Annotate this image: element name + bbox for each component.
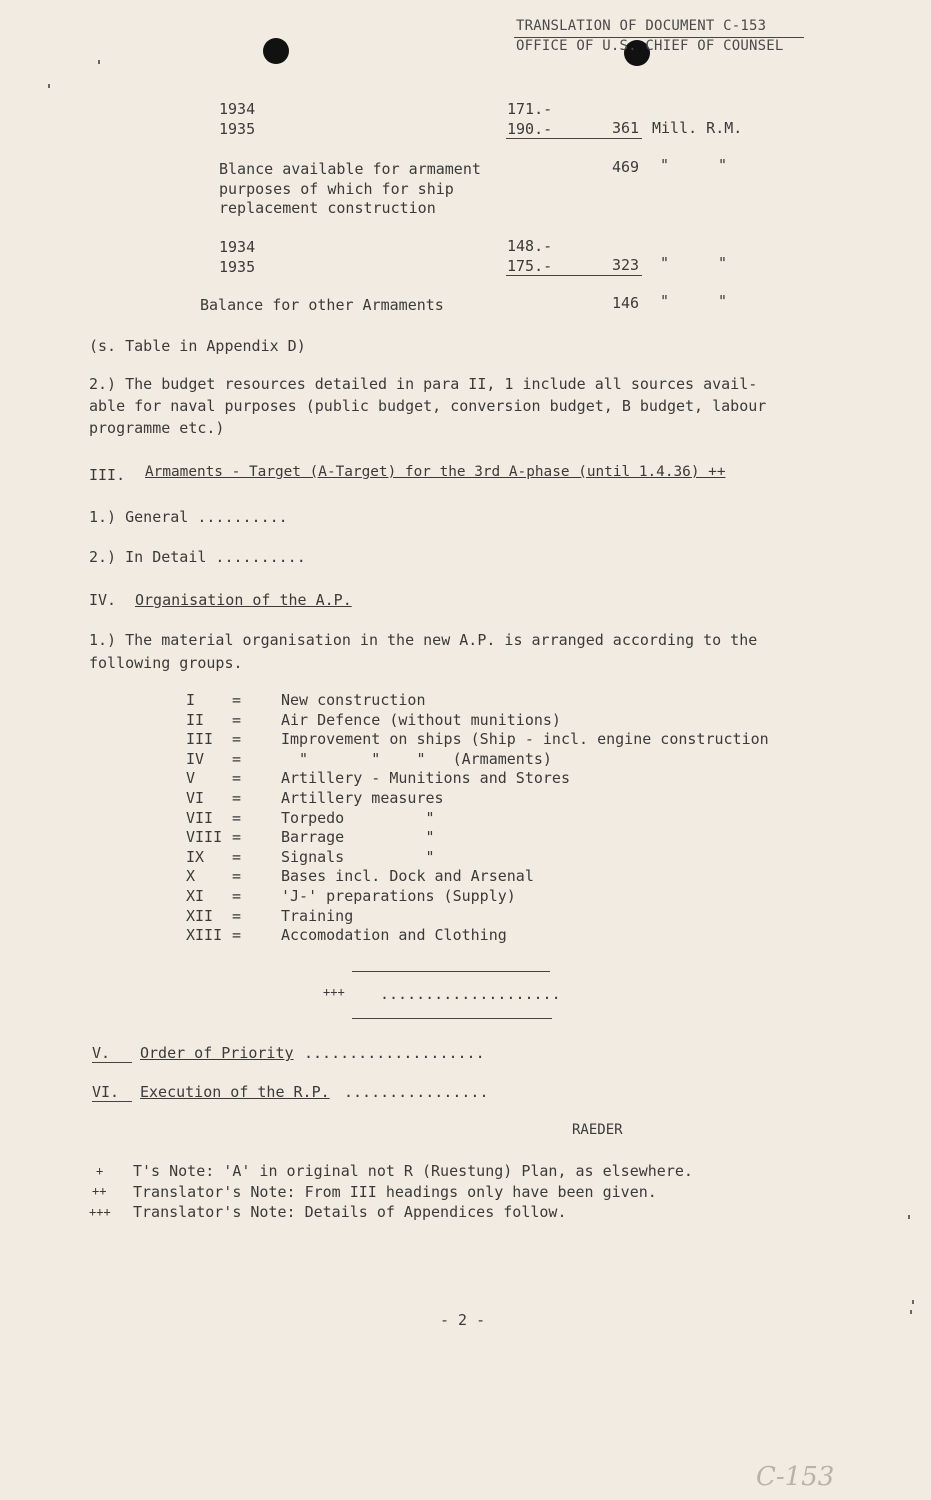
budget2-year-1935: 1935 xyxy=(219,258,256,276)
appendix-reference: (s. Table in Appendix D) xyxy=(89,337,306,355)
budget-total-2: 323 xyxy=(612,256,640,274)
section3-title: Armaments - Target (A-Target) for the 3rd A-phase (until 1.4.36) ++ xyxy=(145,464,726,480)
header-line-2: OFFICE OF U.S. CHIEF OF COUNSEL xyxy=(516,38,784,54)
group-number: XI xyxy=(186,887,205,905)
group-description: Training xyxy=(281,907,354,925)
group-equals: = xyxy=(232,750,242,768)
group-equals: = xyxy=(232,691,242,709)
balance-value: 469 xyxy=(612,158,640,176)
group-number: XII xyxy=(186,907,214,925)
header-line-1: TRANSLATION OF DOCUMENT C-153 xyxy=(516,18,767,34)
paper-speck xyxy=(912,1300,914,1304)
group-equals: = xyxy=(232,730,242,748)
section6-number-underline xyxy=(92,1101,132,1102)
group-description: Artillery - Munitions and Stores xyxy=(281,769,570,787)
paper-speck xyxy=(48,84,50,88)
separator-rule-bottom xyxy=(352,1018,552,1019)
section3-item-general: 1.) General .......... xyxy=(89,508,288,526)
group-description: Barrage " xyxy=(281,828,435,846)
punch-hole-left xyxy=(263,38,289,64)
separator-rule-top xyxy=(352,971,550,972)
budget2-year-1934: 1934 xyxy=(219,238,256,256)
group-description: Bases incl. Dock and Arsenal xyxy=(281,867,534,885)
appendix-footnote-marker: +++ xyxy=(323,985,345,999)
section3-number: III. xyxy=(89,466,126,484)
section6-title: Execution of the R.P. xyxy=(140,1083,330,1101)
para2-line-2: able for naval purposes (public budget, conversion budget, B budget, labour xyxy=(89,397,767,415)
ditto-mark: " xyxy=(718,292,728,310)
budget-amount-1935: 190.- xyxy=(507,120,553,138)
budget-year-1934: 1934 xyxy=(219,100,256,118)
ditto-mark: " xyxy=(718,254,728,272)
group-description: " " " (Armaments) xyxy=(281,750,552,768)
handwritten-reference: C-153 xyxy=(756,1462,835,1492)
group-description: Signals " xyxy=(281,848,435,866)
section5-number: V. xyxy=(92,1044,111,1062)
group-number: IX xyxy=(186,848,205,866)
section4-intro-line-2: following groups. xyxy=(89,654,243,672)
group-number: XIII xyxy=(186,926,223,944)
footnote-3-text: Translator's Note: Details of Appendices follow. xyxy=(133,1203,567,1221)
other-armaments-value: 146 xyxy=(612,294,640,312)
footnote-2-mark: ++ xyxy=(92,1184,107,1198)
group-equals: = xyxy=(232,848,242,866)
section5-dots: .................... xyxy=(304,1044,485,1062)
group-equals: = xyxy=(232,887,242,905)
group-equals: = xyxy=(232,828,242,846)
section6-dots: ................ xyxy=(344,1083,489,1101)
para2-line-3: programme etc.) xyxy=(89,419,225,437)
paper-speck xyxy=(908,1215,910,1219)
ditto-mark: " xyxy=(660,292,670,310)
group-equals: = xyxy=(232,789,242,807)
other-armaments-label: Balance for other Armaments xyxy=(200,296,444,314)
footnote-1-mark: + xyxy=(96,1164,104,1178)
ditto-mark: " xyxy=(718,156,728,174)
group-number: VII xyxy=(186,809,214,827)
footnote-2-text: Translator's Note: From III headings only have been given. xyxy=(133,1183,657,1201)
group-equals: = xyxy=(232,769,242,787)
footnote-3-mark: +++ xyxy=(89,1205,111,1219)
group-description: Accomodation and Clothing xyxy=(281,926,507,944)
budget-year-1935: 1935 xyxy=(219,120,256,138)
group-equals: = xyxy=(232,907,242,925)
group-number: I xyxy=(186,691,196,709)
budget-unit-1: Mill. R.M. xyxy=(652,119,743,137)
group-description: Air Defence (without munitions) xyxy=(281,711,561,729)
section4-title: Organisation of the A.P. xyxy=(135,591,352,609)
balance-label-line-1: Blance available for armament xyxy=(219,160,481,178)
balance-label-line-2: purposes of which for ship xyxy=(219,180,454,198)
budget2-amount-1934: 148.- xyxy=(507,237,553,255)
section5-title: Order of Priority xyxy=(140,1044,294,1062)
group-description: 'J-' preparations (Supply) xyxy=(281,887,516,905)
sum-rule-1 xyxy=(506,138,642,139)
group-number: II xyxy=(186,711,205,729)
group-number: VIII xyxy=(186,828,223,846)
sum-rule-2 xyxy=(506,275,642,276)
section5-number-underline xyxy=(92,1062,132,1063)
section6-number: VI. xyxy=(92,1083,120,1101)
para2-line-1: 2.) The budget resources detailed in para II, 1 include all sources avail- xyxy=(89,375,758,393)
group-description: New construction xyxy=(281,691,426,709)
group-description: Improvement on ships (Ship - incl. engine construction xyxy=(281,730,769,748)
ditto-mark: " xyxy=(660,156,670,174)
budget-total-1: 361 xyxy=(612,119,640,137)
footnote-1-text: T's Note: 'A' in original not R (Ruestung) Plan, as elsewhere. xyxy=(133,1162,693,1180)
section4-number: IV. xyxy=(89,591,117,609)
group-number: VI xyxy=(186,789,205,807)
group-description: Artillery measures xyxy=(281,789,444,807)
group-equals: = xyxy=(232,867,242,885)
paper-speck xyxy=(98,60,100,64)
budget2-amount-1935: 175.- xyxy=(507,257,553,275)
group-equals: = xyxy=(232,809,242,827)
group-equals: = xyxy=(232,711,242,729)
group-number: V xyxy=(186,769,196,787)
budget-amount-1934: 171.- xyxy=(507,100,553,118)
balance-label-line-3: replacement construction xyxy=(219,199,436,217)
page-number: - 2 - xyxy=(440,1311,486,1329)
group-number: X xyxy=(186,867,196,885)
ditto-mark: " xyxy=(660,254,670,272)
section4-intro-line-1: 1.) The material organisation in the new A.P. is arranged according to the xyxy=(89,631,758,649)
section3-item-detail: 2.) In Detail .......... xyxy=(89,548,306,566)
appendix-dots: .................... xyxy=(380,985,561,1003)
group-description: Torpedo " xyxy=(281,809,435,827)
group-number: IV xyxy=(186,750,205,768)
group-number: III xyxy=(186,730,214,748)
group-equals: = xyxy=(232,926,242,944)
signature: RAEDER xyxy=(572,1122,623,1138)
paper-speck xyxy=(910,1310,912,1314)
